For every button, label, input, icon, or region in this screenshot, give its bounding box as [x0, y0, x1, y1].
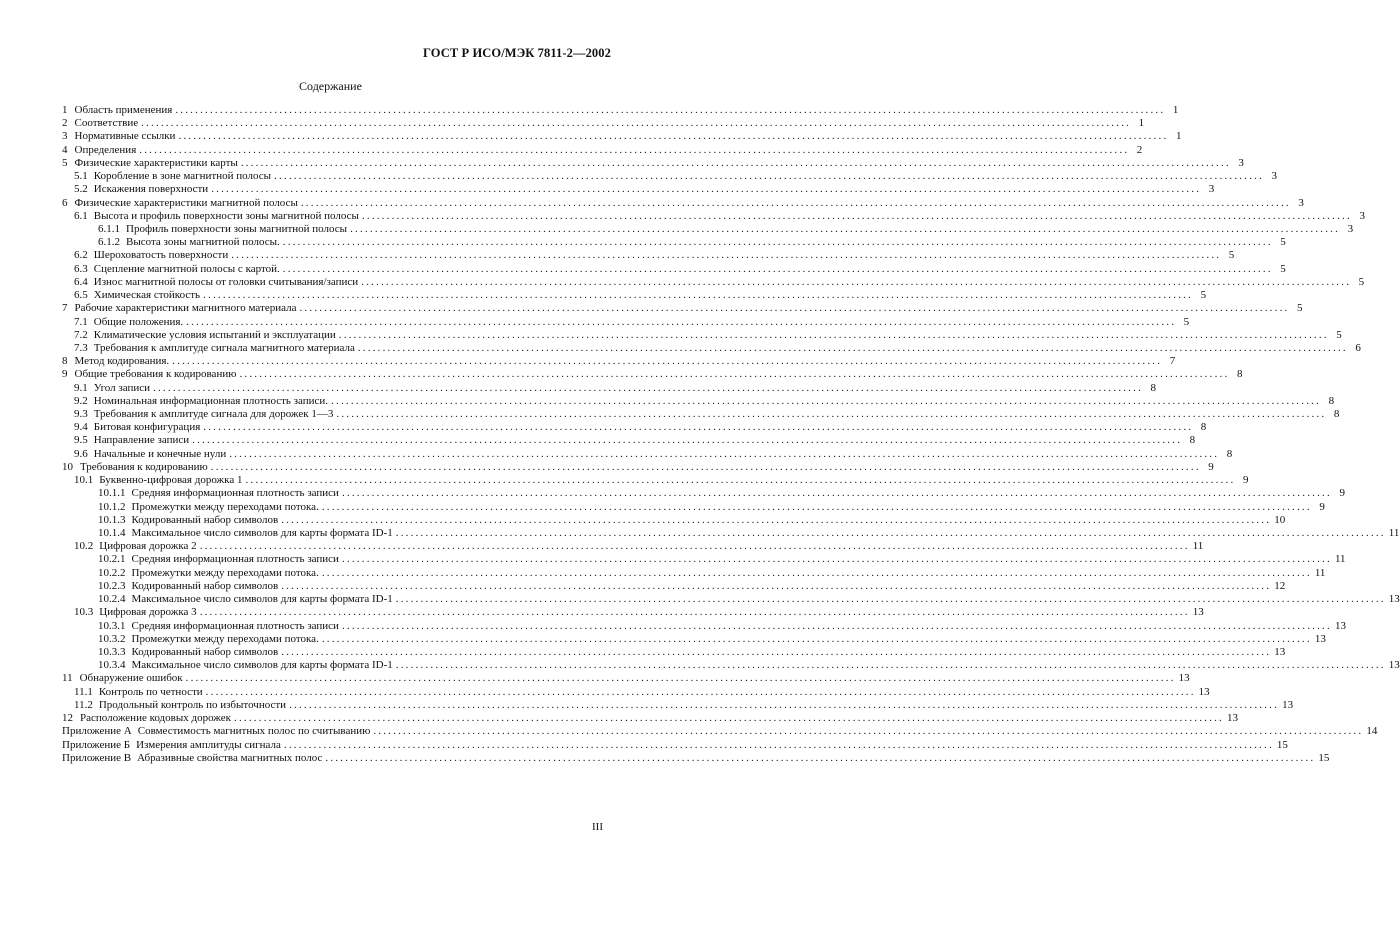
toc-leader-dots: ........................................................................................................................................................................................................	[289, 698, 1280, 711]
toc-entry-number: 7.1	[74, 315, 88, 328]
toc-entry-number: 10.2.4	[98, 593, 126, 606]
toc-entry-page: 10	[1274, 513, 1286, 526]
toc-entry-number: 10.1	[74, 474, 94, 487]
toc-entry-page: 8	[1328, 394, 1335, 407]
toc-entry-page: 8	[1150, 381, 1157, 394]
toc-leader-dots: ........................................................................................................................................................................................................	[211, 183, 1202, 196]
document-header: ГОСТ Р ИСО/МЭК 7811-2—2002	[422, 46, 611, 60]
toc-entry-page: 1	[1175, 130, 1182, 143]
toc-entry-title: Высота зоны магнитной полосы.	[126, 236, 280, 249]
toc-entry-title: Нормативные ссылки	[74, 130, 176, 143]
toc-leader-dots: ........................................................................................................................................................................................................	[172, 355, 1163, 368]
toc-entry-title: Средняя информационная плотность записи	[131, 553, 339, 566]
toc-entry-title: Определения	[74, 143, 137, 156]
toc-leader-dots: ........................................................................................................................................................................................................	[321, 566, 1312, 579]
toc-entry-number: 9.4	[74, 421, 88, 434]
toc-entry-title: Общие требования к кодированию	[74, 368, 237, 381]
toc-leader-dots: ........................................................................................................................................................................................................	[203, 289, 1194, 302]
toc-entry-number: 6.1.2	[98, 236, 120, 249]
toc-entry-number: 3	[62, 130, 68, 143]
toc-entry-title: Требования к амплитуде сигнала для дорожек 1—3	[93, 408, 334, 421]
toc-entry-title: Максимальное число символов для карты формата ID-1	[131, 659, 393, 672]
toc-entry[interactable]	[62, 540, 1204, 553]
toc-entry-page: 8	[1236, 368, 1243, 381]
toc-entry-title: Промежутки между переходами потока.	[131, 632, 319, 645]
toc-entry-number: 9	[62, 368, 68, 381]
toc-entry[interactable]	[62, 672, 1190, 685]
toc-leader-dots: ........................................................................................................................................................................................................	[281, 513, 1272, 526]
toc-entry-page: 8	[1200, 421, 1207, 434]
toc-entry-page: 11	[1334, 553, 1346, 566]
toc-entry-title: Максимальное число символов для карты формата ID-1	[131, 593, 393, 606]
toc-entry-number: 6.1	[74, 209, 88, 222]
toc-entry-title: Метод кодирования.	[74, 355, 170, 368]
toc-entry-title: Совместимость магнитных полос по считыванию	[137, 725, 371, 738]
toc-entry-number: 10.2	[74, 540, 94, 553]
toc-entry-page: 13	[1192, 606, 1204, 619]
toc-entry-title: Искажения поверхности	[93, 183, 209, 196]
toc-entry[interactable]	[62, 738, 1288, 752]
toc-leader-dots: ........................................................................................................................................................................................................	[229, 447, 1220, 460]
toc-entry-number: 11	[62, 672, 73, 685]
toc-entry[interactable]	[62, 117, 1145, 130]
toc-entry-page: 9	[1242, 474, 1249, 487]
toc-entry-title: Общие положения.	[93, 315, 184, 328]
toc-leader-dots: ........................................................................................................................................................................................................	[338, 328, 1329, 341]
toc-entry-page: 9	[1208, 460, 1214, 473]
toc-entry[interactable]	[62, 289, 1207, 302]
toc-entry-title: Физические характеристики карты	[74, 156, 238, 169]
toc-entry-number: 6.4	[74, 275, 88, 288]
toc-leader-dots: ........................................................................................................................................................................................................	[240, 156, 1231, 169]
toc-entry-title: Коробление в зоне магнитной полосы	[93, 170, 272, 183]
toc-leader-dots: ........................................................................................................................................................................................................	[139, 143, 1130, 156]
toc-leader-dots: ........................................................................................................................................................................................................	[350, 222, 1341, 235]
toc-entry[interactable]	[62, 222, 1354, 236]
toc-entry-number: 10.3.1	[98, 619, 126, 632]
toc-entry[interactable]	[62, 645, 1286, 659]
toc-entry-number: 10.3.4	[98, 659, 126, 672]
toc-leader-dots: ........................................................................................................................................................................................................	[282, 262, 1273, 275]
toc-entry-title: Максимальное число символов для карты формата ID-1	[131, 527, 393, 539]
toc-entry-title: Область применения	[74, 104, 173, 116]
toc-entry-page: 13	[1314, 632, 1326, 645]
toc-entry-number: 11.1	[74, 685, 93, 698]
toc-entry-page: 14	[1366, 725, 1378, 738]
toc-entry[interactable]	[62, 460, 1214, 474]
toc-entry-number: 8	[62, 355, 68, 368]
toc-entry-page: 5	[1296, 302, 1303, 315]
toc-leader-dots: ........................................................................................................................................................................................................	[321, 632, 1312, 645]
toc-entry[interactable]	[62, 143, 1143, 157]
toc-entry-page: 7	[1169, 355, 1176, 368]
toc-entry-title: Средняя информационная плотность записи	[131, 487, 339, 500]
toc-entry-title: Кодированный набор символов	[131, 645, 279, 658]
toc-leader-dots: ........................................................................................................................................................................................................	[341, 487, 1332, 500]
toc-entry[interactable]	[62, 566, 1326, 580]
toc-entry[interactable]	[62, 315, 1190, 329]
toc-entry[interactable]	[62, 170, 1278, 183]
toc-entry[interactable]	[62, 579, 1286, 593]
toc-entry[interactable]	[62, 725, 1378, 738]
toc-leader-dots: ........................................................................................................................................................................................................	[300, 196, 1291, 209]
toc-entry[interactable]	[62, 447, 1233, 461]
toc-leader-dots: ........................................................................................................................................................................................................	[395, 593, 1386, 606]
toc-entry-title: Кодированный набор символов	[131, 579, 279, 592]
table-of-contents	[62, 104, 1400, 765]
toc-leader-dots: ........................................................................................................................................................................................................	[281, 645, 1272, 658]
toc-entry[interactable]	[62, 527, 1400, 540]
toc-entry-number: Приложение А	[62, 725, 132, 738]
toc-entry-number: 12	[62, 712, 73, 725]
toc-entry[interactable]	[62, 553, 1346, 566]
toc-entry-number: 10.3.2	[98, 632, 126, 645]
toc-entry[interactable]	[62, 394, 1335, 408]
toc-entry-title: Химическая стойкость	[93, 289, 201, 302]
toc-entry-title: Физические характеристики магнитной полосы	[74, 196, 298, 209]
toc-entry-page: 11	[1388, 527, 1400, 539]
toc-leader-dots: ........................................................................................................................................................................................................	[395, 659, 1386, 672]
toc-entry[interactable]	[62, 328, 1342, 342]
toc-entry-number: 6.5	[74, 289, 88, 302]
toc-entry-page: 3	[1208, 183, 1215, 196]
toc-entry-number: 5	[62, 156, 68, 169]
toc-entry-number: 6.2	[74, 249, 88, 262]
toc-entry-title: Промежутки между переходами потока.	[131, 566, 319, 579]
toc-entry-number: 6.1.1	[98, 222, 120, 235]
toc-entry-number: 10.1.3	[98, 513, 126, 526]
toc-entry[interactable]	[62, 183, 1215, 196]
toc-leader-dots: ........................................................................................................................................................................................................	[203, 421, 1194, 434]
toc-entry-title: Продольный контроль по избыточности	[98, 698, 287, 711]
toc-entry-title: Сцепление магнитной полосы с картой.	[93, 262, 280, 275]
toc-leader-dots: ........................................................................................................................................................................................................	[283, 738, 1274, 751]
toc-entry[interactable]	[62, 196, 1304, 210]
toc-entry[interactable]	[62, 434, 1196, 447]
toc-leader-dots: ........................................................................................................................................................................................................	[331, 394, 1322, 407]
toc-entry-page: 5	[1228, 249, 1235, 262]
toc-entry-page: 11	[1314, 566, 1326, 579]
toc-entry-number: 9.2	[74, 394, 88, 407]
toc-entry-title: Кодированный набор символов	[131, 513, 279, 526]
toc-entry-page: 3	[1347, 222, 1354, 235]
page-title: Содержание	[299, 79, 362, 93]
toc-entry-title: Климатические условия испытаний и эксплуатации	[93, 328, 336, 341]
toc-leader-dots: ........................................................................................................................................................................................................	[299, 302, 1290, 315]
toc-entry-number: 9.3	[74, 408, 88, 421]
toc-entry-title: Средняя информационная плотность записи	[131, 619, 339, 632]
toc-leader-dots: ........................................................................................................................................................................................................	[185, 672, 1176, 685]
toc-leader-dots: ........................................................................................................................................................................................................	[186, 315, 1177, 328]
toc-leader-dots: ........................................................................................................................................................................................................	[373, 725, 1364, 738]
toc-entry-page: 9	[1319, 500, 1325, 513]
toc-entry[interactable]	[62, 302, 1303, 315]
toc-entry-number: 11.2	[74, 698, 93, 711]
toc-entry-page: 5	[1358, 275, 1365, 288]
toc-entry-number: 5.1	[74, 170, 88, 183]
toc-entry[interactable]	[62, 619, 1346, 633]
toc-leader-dots: ........................................................................................................................................................................................................	[245, 474, 1236, 487]
toc-entry-page: 8	[1226, 447, 1233, 460]
toc-leader-dots: ........................................................................................................................................................................................................	[321, 500, 1312, 513]
toc-entry-title: Обнаружение ошибок	[79, 672, 183, 685]
toc-entry-title: Промежутки между переходами потока.	[131, 500, 319, 513]
toc-entry-title: Битовая конфигурация	[93, 421, 201, 434]
toc-entry[interactable]	[62, 130, 1182, 143]
toc-leader-dots: ........................................................................................................................................................................................................	[199, 540, 1190, 553]
toc-entry-page: 3	[1298, 196, 1304, 209]
toc-entry[interactable]	[62, 408, 1340, 421]
toc-entry[interactable]	[62, 659, 1400, 672]
toc-entry[interactable]	[62, 156, 1244, 170]
toc-entry[interactable]	[62, 275, 1365, 289]
toc-entry-number: 10.3	[74, 606, 94, 619]
toc-entry-page: 3	[1238, 156, 1244, 169]
toc-leader-dots: ........................................................................................................................................................................................................	[341, 553, 1332, 566]
toc-entry[interactable]	[62, 381, 1157, 395]
toc-entry-number: 9.6	[74, 447, 88, 460]
toc-entry-title: Профиль поверхности зоны магнитной полосы	[126, 222, 348, 235]
toc-entry[interactable]	[62, 685, 1210, 699]
toc-entry-title: Контроль по четности	[98, 685, 203, 698]
toc-entry-page: 13	[1388, 659, 1400, 672]
toc-entry-page: 5	[1183, 315, 1190, 328]
toc-entry-page: 3	[1271, 170, 1278, 183]
page-number: III	[592, 821, 603, 833]
toc-entry-number: 10.2.3	[98, 579, 126, 592]
toc-entry-number: 2	[62, 117, 68, 130]
toc-entry-page: 8	[1189, 434, 1196, 447]
toc-entry[interactable]	[62, 751, 1330, 765]
toc-leader-dots: ........................................................................................................................................................................................................	[336, 408, 1327, 421]
toc-entry[interactable]	[62, 421, 1207, 434]
toc-entry[interactable]	[62, 249, 1235, 262]
toc-entry-page: 13	[1282, 698, 1294, 711]
toc-entry-title: Начальные и конечные нули	[93, 447, 227, 460]
toc-entry-page: 6	[1355, 341, 1361, 354]
toc-entry[interactable]	[62, 698, 1294, 712]
toc-leader-dots: ........................................................................................................................................................................................................	[357, 341, 1348, 354]
toc-entry-number: 10.1.1	[98, 487, 126, 500]
toc-entry-title: Требования к амплитуде сигнала магнитного материала	[93, 341, 355, 354]
toc-entry-title: Высота и профиль поверхности зоны магнитной полосы	[93, 209, 359, 222]
toc-entry[interactable]	[62, 712, 1238, 725]
toc-entry-number: 6	[62, 196, 68, 209]
toc-entry-page: 5	[1280, 262, 1286, 275]
toc-leader-dots: ........................................................................................................................................................................................................	[153, 381, 1144, 394]
toc-entry-number: 7.3	[74, 341, 88, 354]
toc-entry-number: 1	[62, 104, 68, 116]
toc-entry[interactable]	[62, 474, 1249, 487]
toc-entry[interactable]	[62, 236, 1286, 249]
toc-leader-dots: ........................................................................................................................................................................................................	[141, 117, 1132, 130]
toc-entry[interactable]	[62, 500, 1325, 514]
toc-entry-number: 10.1.4	[98, 527, 126, 539]
toc-entry[interactable]	[62, 593, 1400, 606]
toc-leader-dots: ........................................................................................................................................................................................................	[239, 368, 1230, 381]
toc-entry-number: Приложение Б	[62, 738, 131, 751]
toc-entry-title: Измерения амплитуды сигнала	[136, 738, 281, 751]
toc-entry-number: 10.1.2	[98, 500, 126, 513]
toc-entry-page: 13	[1274, 645, 1286, 658]
toc-leader-dots: ........................................................................................................................................................................................................	[175, 104, 1166, 116]
toc-leader-dots: ........................................................................................................................................................................................................	[205, 685, 1196, 698]
toc-leader-dots: ........................................................................................................................................................................................................	[210, 460, 1201, 473]
toc-entry-title: Номинальная информационная плотность записи.	[93, 394, 329, 407]
toc-leader-dots: ........................................................................................................................................................................................................	[282, 236, 1273, 249]
toc-entry-title: Расположение кодовых дорожек	[80, 712, 231, 725]
toc-entry[interactable]	[62, 262, 1286, 276]
toc-entry[interactable]	[62, 632, 1326, 646]
toc-entry-page: 5	[1200, 289, 1207, 302]
toc-entry-number: 10	[62, 460, 73, 473]
toc-entry-title: Шероховатость поверхности	[93, 249, 229, 262]
toc-leader-dots: ........................................................................................................................................................................................................	[325, 751, 1316, 764]
toc-entry-page: 11	[1192, 540, 1204, 553]
toc-entry-title: Износ магнитной полосы от головки считывания/записи	[93, 275, 359, 288]
toc-entry-number: 5.2	[74, 183, 88, 196]
toc-entry-page: 13	[1334, 619, 1346, 632]
toc-entry-number: 7.2	[74, 328, 88, 341]
toc-entry-title: Направление записи	[93, 434, 190, 447]
toc-entry[interactable]	[62, 487, 1345, 500]
toc-entry-number: 10.2.1	[98, 553, 126, 566]
toc-entry-title: Цифровая дорожка 2	[99, 540, 197, 553]
toc-entry[interactable]	[62, 513, 1286, 527]
toc-entry-number: 4	[62, 143, 68, 156]
toc-leader-dots: ........................................................................................................................................................................................................	[178, 130, 1169, 143]
toc-leader-dots: ........................................................................................................................................................................................................	[361, 275, 1352, 288]
toc-entry-page: 1	[1172, 104, 1179, 116]
toc-entry-page: 3	[1359, 209, 1365, 222]
toc-entry-number: 6.3	[74, 262, 88, 275]
toc-entry-title: Рабочие характеристики магнитного материала	[74, 302, 297, 315]
toc-entry-page: 15	[1318, 751, 1330, 764]
toc-entry-title: Цифровая дорожка 3	[99, 606, 197, 619]
toc-entry-number: 9.1	[74, 381, 88, 394]
toc-entry-page: 2	[1136, 143, 1143, 156]
toc-entry-title: Угол записи	[93, 381, 151, 394]
toc-entry-page: 8	[1333, 408, 1340, 421]
toc-entry[interactable]	[62, 104, 1179, 117]
toc-entry[interactable]	[62, 368, 1243, 381]
toc-leader-dots: ........................................................................................................................................................................................................	[234, 712, 1224, 725]
toc-leader-dots: ........................................................................................................................................................................................................	[199, 606, 1190, 619]
toc-entry-page: 13	[1198, 685, 1210, 698]
toc-entry-page: 13	[1178, 672, 1190, 685]
toc-leader-dots: ........................................................................................................................................................................................................	[395, 527, 1386, 539]
toc-entry-page: 5	[1280, 236, 1286, 249]
toc-entry-page: 5	[1336, 328, 1342, 341]
toc-entry-title: Буквенно-цифровая дорожка 1	[99, 474, 243, 487]
toc-entry-number: 9.5	[74, 434, 88, 447]
toc-leader-dots: ........................................................................................................................................................................................................	[231, 249, 1222, 262]
toc-entry[interactable]	[62, 341, 1361, 355]
toc-entry-page: 13	[1227, 712, 1238, 725]
toc-leader-dots: ........................................................................................................................................................................................................	[341, 619, 1332, 632]
toc-leader-dots: ........................................................................................................................................................................................................	[361, 209, 1352, 222]
toc-leader-dots: ........................................................................................................................................................................................................	[274, 170, 1265, 183]
toc-leader-dots: ........................................................................................................................................................................................................	[192, 434, 1183, 447]
toc-entry-page: 9	[1339, 487, 1345, 500]
toc-entry-title: Соответствие	[74, 117, 139, 130]
toc-entry-page: 1	[1138, 117, 1145, 130]
toc-entry-number: Приложение В	[62, 751, 132, 764]
toc-entry-number: 7	[62, 302, 68, 315]
toc-entry-number: 10.3.3	[98, 645, 126, 658]
toc-entry-page: 13	[1388, 593, 1400, 606]
toc-entry-page: 12	[1274, 579, 1286, 592]
toc-entry[interactable]	[62, 355, 1176, 368]
toc-leader-dots: ........................................................................................................................................................................................................	[281, 579, 1272, 592]
toc-entry-page: 15	[1276, 738, 1288, 751]
toc-entry[interactable]	[62, 209, 1365, 223]
toc-entry-title: Требования к кодированию	[80, 460, 208, 473]
toc-entry-title: Абразивные свойства магнитных полос	[137, 751, 323, 764]
toc-entry[interactable]	[62, 606, 1204, 619]
toc-entry-number: 10.2.2	[98, 566, 126, 579]
